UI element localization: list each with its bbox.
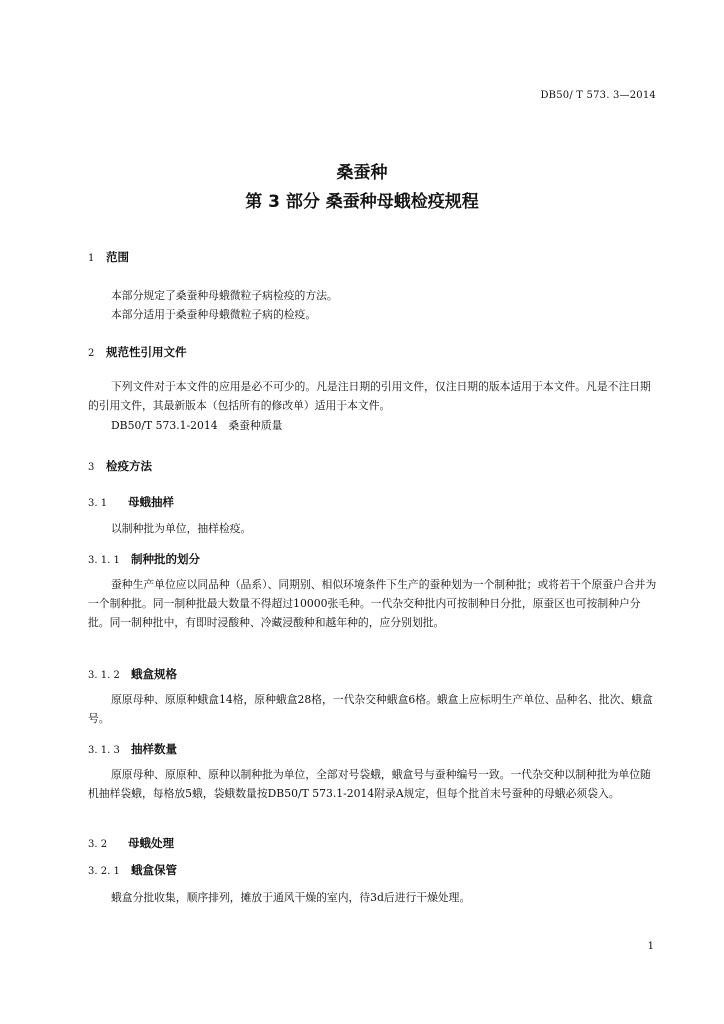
section-number: 3. 1. 2 <box>88 670 120 681</box>
section-title: 制种批的划分 <box>131 552 200 566</box>
section-3-2-1-para: 蛾盒分批收集，顺序排列，摊放于通风干燥的室内，待3d后进行干燥处理。 <box>111 891 471 904</box>
document-subtitle: 第 3 部分 桑蚕种母蛾检疫规程 <box>245 192 479 212</box>
section-3-1-1-para: 蚕种生产单位应以同品种（品系）、同期别、相似环境条件下生产的蚕种划为一个制种批；或将若干个原蚕户合并为一个制种批。同一制种批最大数量不得超过10000张毛种。一代杂交种批内可按制种日分批，原蚕区也可按制种户分批。同一制种批中，有即时浸酸种、冷藏浸酸种和越年种的，应分别划批。 <box>88 578 657 629</box>
section-title: 范围 <box>106 250 129 264</box>
section-title: 母蛾抽样 <box>128 495 174 509</box>
section-title: 母蛾处理 <box>128 836 174 850</box>
section-2-heading <box>88 344 187 360</box>
section-3-1-para: 以制种批为单位，抽样检疫。 <box>111 522 252 535</box>
section-number: 2 <box>88 348 95 359</box>
section-title: 蛾盒规格 <box>131 667 177 681</box>
section-3-2-1-heading <box>88 862 177 878</box>
section-1-para-1: 本部分规定了桑蚕种母蛾微粒子病检疫的方法。 <box>111 289 338 302</box>
section-3-1-heading <box>88 494 174 510</box>
section-3-1-3-heading <box>88 741 177 757</box>
section-title: 检疫方法 <box>106 459 152 473</box>
section-title: 抽样数量 <box>131 742 177 756</box>
section-number: 1 <box>88 253 95 264</box>
section-2-reference: DB50/T 573.1-2014 桑蚕种质量 <box>111 419 283 432</box>
section-2-para-1: 下列文件对于本文件的应用是必不可少的。凡是注日期的引用文件，仅注日期的版本适用于本文件。凡是不注日期的引用文件，其最新版本（包括所有的修改单）适用于本文件。 <box>88 380 651 412</box>
section-3-1-1-heading <box>88 551 200 567</box>
section-3-1-2-para: 原原母种、原原种蛾盒14格，原种蛾盒28格，一代杂交种蛾盒6格。蛾盒上应标明生产单位、品种名、批次、蛾盒号。 <box>88 693 653 725</box>
section-number: 3. 1 <box>88 498 108 509</box>
section-number: 3. 1. 3 <box>88 745 120 756</box>
section-3-1-3-para: 原原母种、原原种、原种以制种批为单位，全部对号袋蛾，蛾盒号与蚕种编号一致。一代杂交种以制种批为单位随机抽样袋蛾，每格放5蛾，袋蛾数量按DB50/T 573.1-2014附录A规定，但每个批首末号蚕种的母蛾必须袋入。 <box>88 768 651 800</box>
section-number: 3 <box>88 462 95 473</box>
section-3-heading <box>88 458 152 474</box>
section-number: 3. 2 <box>88 839 108 850</box>
section-number: 3. 2. 1 <box>88 866 120 877</box>
section-number: 3. 1. 1 <box>88 555 120 566</box>
section-title: 蛾盒保管 <box>131 863 177 877</box>
document-title: 桑蚕种 <box>336 163 388 183</box>
page-number: 1 <box>647 941 654 952</box>
section-1-para-2: 本部分适用于桑蚕种母蛾微粒子病的检疫。 <box>111 308 317 321</box>
section-3-2-heading <box>88 835 174 851</box>
standard-number: DB50/ T 573. 3—2014 <box>540 90 656 101</box>
section-1-heading <box>88 249 129 265</box>
section-title: 规范性引用文件 <box>106 345 187 359</box>
section-3-1-2-heading <box>88 666 177 682</box>
